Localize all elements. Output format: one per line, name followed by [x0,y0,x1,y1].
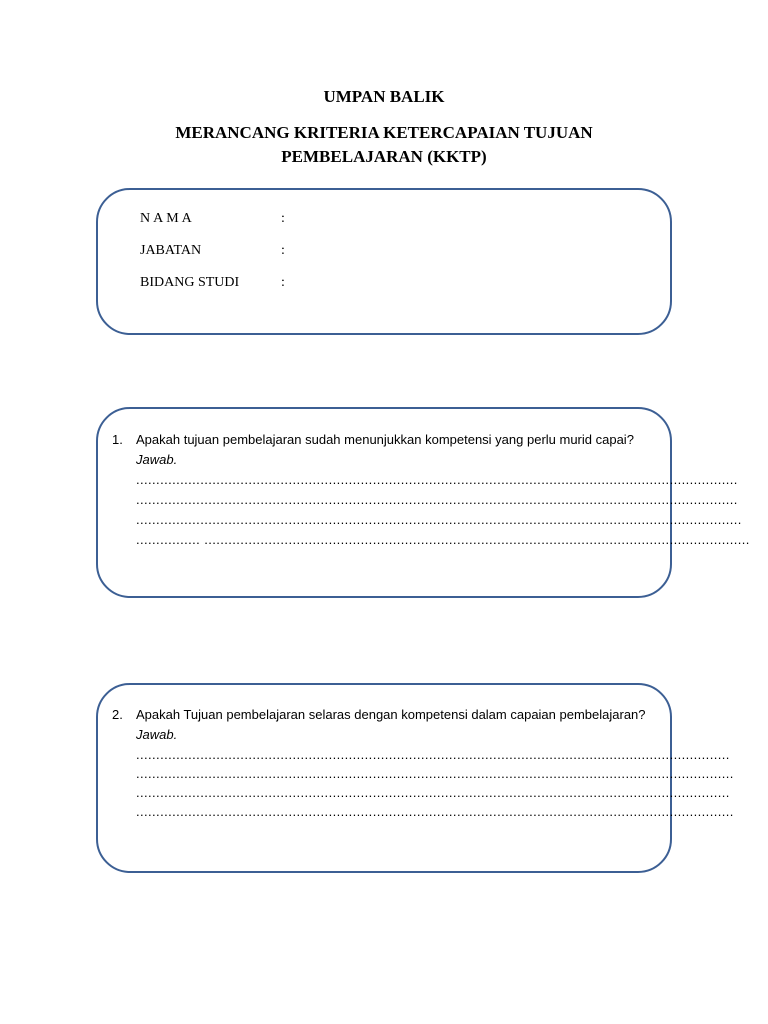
question-1-answer-line[interactable]: ....................................................................................................................................................... [136,512,742,527]
bidang-studi-label: BIDANG STUDI [140,275,240,290]
question-2-box [96,683,734,873]
question-1 [112,430,750,550]
question-2-answer-line[interactable]: ..................................................................................................................................................... [136,804,734,819]
nama-label: NAMA [140,211,195,226]
question-2-answer-line[interactable]: .................................................................................................................................................... [136,747,730,762]
question-2-answer-line[interactable]: .................................................................................................................................................... [136,785,730,800]
question-1-text: Apakah tujuan pembelajaran sudah menunjukkan kompetensi yang perlu murid capai? [136,432,634,447]
question-2-text: Apakah Tujuan pembelajaran selaras dengan kompetensi dalam capaian pembelajaran? [136,707,646,722]
question-2 [112,705,734,821]
question-1-box [96,407,750,598]
question-2-answer-label: Jawab. [136,727,178,742]
question-1-answer-line[interactable]: ...................................................................................................................................................... [136,492,738,507]
question-2-body [136,705,734,821]
identity-row-jabatan [140,242,285,260]
subtitle-line-2: PEMBELAJARAN (KKTP) [281,147,487,166]
identity-row-bidang-studi [140,274,285,292]
bidang-studi-separator: : [281,275,285,290]
identity-box [96,188,672,335]
question-2-answer-line[interactable]: ..................................................................................................................................................... [136,766,734,781]
question-1-body [136,430,750,550]
question-1-answer-line[interactable]: ................ ........................................................................................................................................ [136,532,750,547]
question-1-answer-label: Jawab. [136,452,178,467]
question-1-number: 1. [112,432,123,447]
identity-row-nama [140,210,285,228]
document-subtitle [0,121,768,169]
question-1-answer-line[interactable]: ...................................................................................................................................................... [136,472,738,487]
question-2-number: 2. [112,707,123,722]
nama-separator: : [281,211,285,226]
jabatan-separator: : [281,243,285,258]
jabatan-label: JABATAN [140,243,202,258]
subtitle-line-1: MERANCANG KRITERIA KETERCAPAIAN TUJUAN [175,123,593,142]
document-title: UMPAN BALIK [323,87,445,106]
